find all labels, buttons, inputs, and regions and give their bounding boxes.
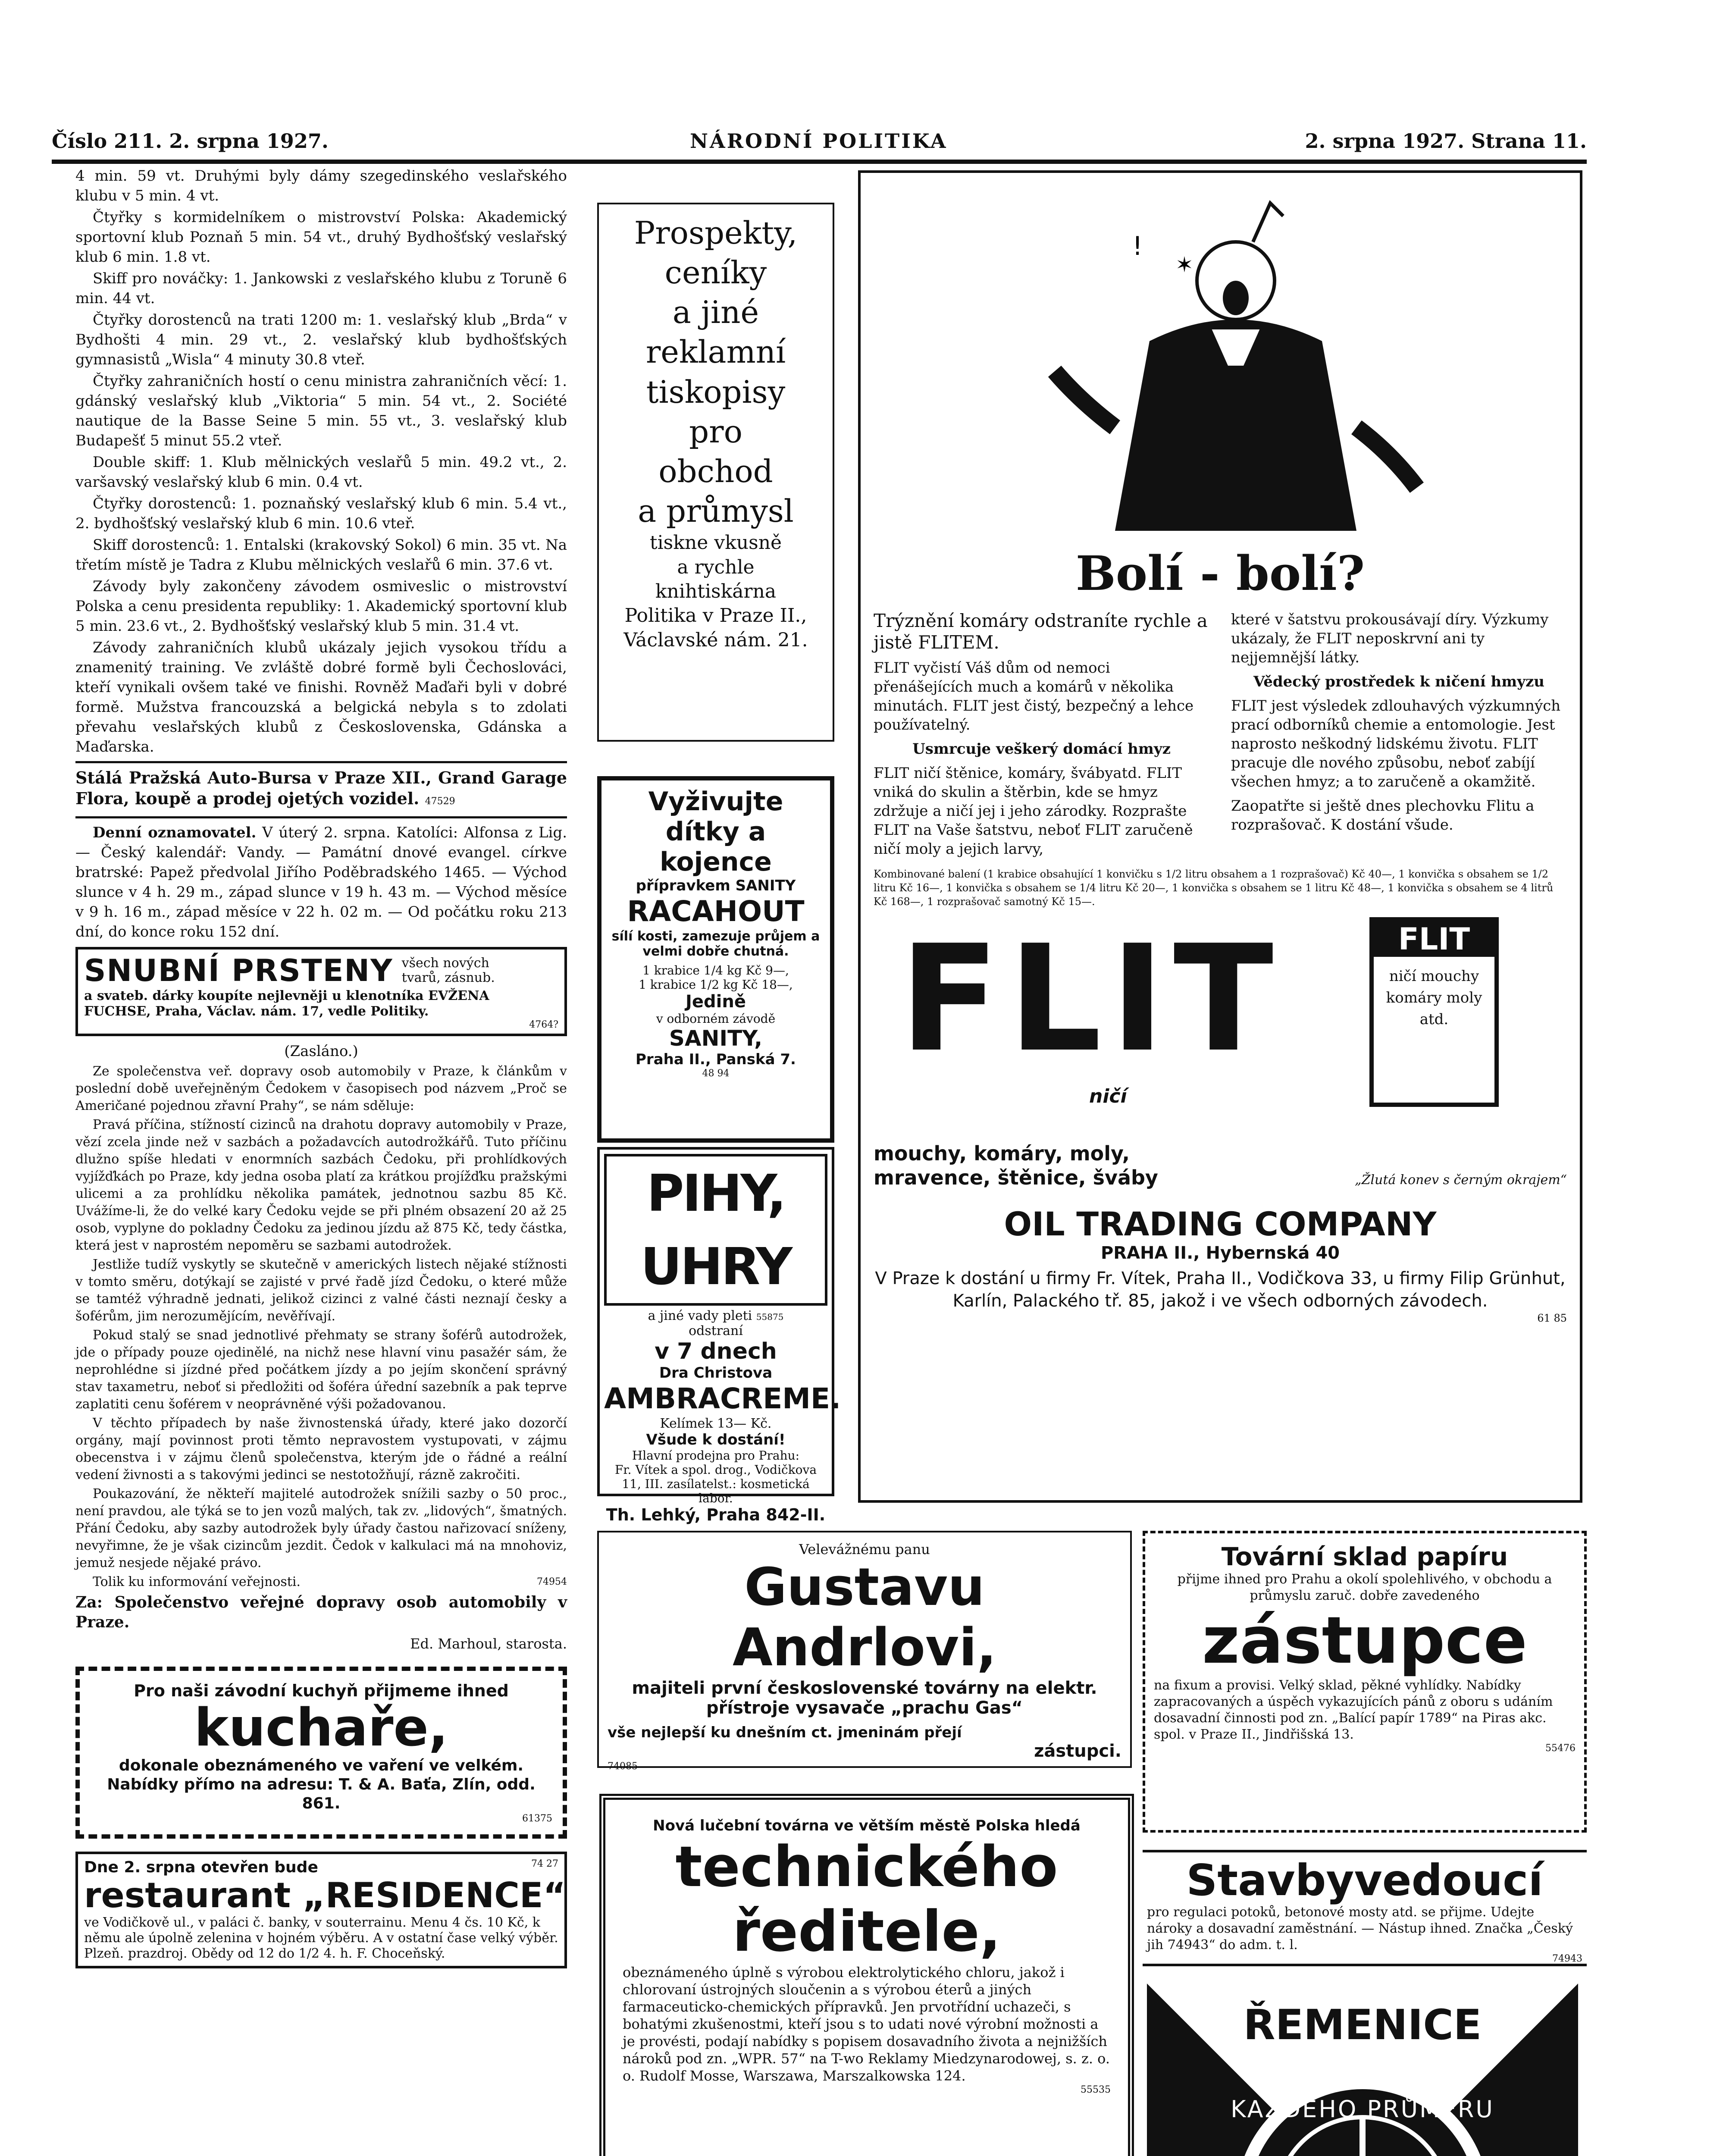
flit-subhead: Vědecký prostředek k ničení hmyzu — [1253, 673, 1545, 690]
andrle-ad — [597, 1531, 1132, 1772]
wedding-rings-title: SNUBNÍ PRSTENY — [84, 953, 393, 988]
paper-sub: přijme ihned pro Prahu a okolí spolehlivého, v obchodu a průmyslu zaruč. dobře zavedeného — [1177, 1572, 1552, 1603]
freckles-days: v 7 dnech — [655, 1338, 777, 1364]
printing-ad-line: tiskne vkusně — [649, 532, 782, 554]
paper-warehouse-ad — [1143, 1531, 1587, 1833]
letter-paragraph: V těchto případech by naše živnostenská úřady, které jako dozorčí orgány, mají povinnost proti těmto nepravostem vystupovati, v zájmu obecenstva i v zájmu členů společenstva, kterým jde o řádné a reální vedení živnosti a s takovými jedinci se nestotožňují, rázně zakročiti. — [75, 1416, 567, 1482]
andrle-sub: majiteli první československé továrny na elektr. přístroje vysavače „prachu Gas“ — [632, 1678, 1097, 1718]
freckles-price: Kelímek 13— Kč. — [660, 1416, 772, 1431]
printing-ad-line: a rychle — [677, 556, 755, 578]
wedding-rings-body: a svateb. dárky koupíte nejlevněji u klenotníka EVŽENA FUCHSE, Praha, Václav. nám. 17, vedle Politiky. — [84, 988, 489, 1019]
article-paragraph: Závody byly zakončeny závodem osmiveslic o mistrovství Polska a cenu presidenta republiky: 1. Akademický sportovní klub 5 min. 23.6 vt., 2. Bydhošťský veslařský klub 5 min. 31.4 vt. — [75, 578, 567, 635]
flit-can — [1369, 917, 1499, 1107]
ad-number: 4764? — [529, 1019, 558, 1030]
flit-headline: Bolí - bolí? — [1075, 545, 1365, 601]
flit-ad — [858, 170, 1582, 1503]
freckles-brand: AMBRACREME. — [604, 1382, 841, 1415]
freckles-headline: PIHY, UHRY — [604, 1154, 827, 1306]
site-manager-body: pro regulaci potoků, betonové mosty atd. se přijme. Udejte nároky a dosavadní zaměstnání. — Nástup ihned. Značka „Český jih 74943“ do adm. t. l. — [1147, 1905, 1573, 1952]
flit-logo: FLIT — [899, 914, 1282, 1084]
man-arm — [1356, 427, 1417, 488]
article-paragraph: Skiff pro nováčky: 1. Jankowski z veslařského klubu z Toruně 6 min. 44 vt. — [75, 270, 567, 307]
flit-text: FLIT ničí štěnice, komáry, švábyatd. FLIT vniká do skulin a štěrbin, kde se hmyz zdržuje a ničí jej i jeho zárodky. Rozprašte FLIT na Vaše šatstvu, neboť FLIT zaručeně ničí moly a jejich larvy, — [874, 765, 1193, 858]
divider — [75, 816, 567, 818]
restaurant-ad — [75, 1852, 567, 1968]
racahout-only: Jedině — [686, 992, 746, 1012]
printing-ad-line: ceníky — [664, 254, 767, 291]
man-hair — [1253, 203, 1283, 242]
printing-ad-line: tiskopisy — [646, 373, 786, 410]
printing-ad-line: Václavské nám. 21. — [623, 629, 808, 651]
printing-ad-line: knihtiskárna — [655, 580, 777, 602]
letter-paragraph: Jestliže tudíž vyskytly se skutečně v amerických listech nějaké stížnosti v tomto směru, dotýkají se zajisté v prvé řadě jízd Čedoku, o které může se tamtéž výhradně jednati, jelikož cizinci z valné části neznají česky a šoférům, jim nerozumějícím, nevěřívají. — [75, 1257, 567, 1324]
flit-text: FLIT jest výsledek zdlouhavých výzkumných prací odborníků chemie a entomologie. Jest naprosto neškodný lidskému životu. FLIT pracuje dle nového způsobu, neboť zabíjí všechen hmyz; a to zaručeně a okamžitě. — [1231, 697, 1561, 790]
flit-text: Zaopatřte si ještě dnes plechovku Flitu a rozprašovač. K dostání všude. — [1231, 797, 1535, 834]
freckles-line — [604, 1308, 827, 1323]
site-manager-headline: Stavbyvedoucí — [1186, 1855, 1543, 1905]
article-paragraph: Čtyřky dorostenců na trati 1200 m: 1. veslařský klub „Brda“ v Bydhošti 4 min. 29 vt., 2. veslařský klub bydhošťských gymnasistů „Wisla“ 4 minuty 30.8 vteř. — [75, 311, 567, 368]
racahout-addr: Praha II., Panská 7. — [636, 1051, 796, 1068]
flit-text-columns — [874, 610, 1567, 859]
daily-announcer-text: V úterý 2. srpna. Katolíci: Alfonsa z Lig. — Český kalendář: Vandy. — Památní dnové evangel. církve bratrské: Papež předvolal Jiřího Poděbradského 1465. — Východ slunce v 4 h. 29 m., západ slunce v 19 h. 43 m. — Východ měsíce v 9 h. 16 m., západ měsíce v 22 h. 02 m. — Od počátku roku 213 dní, do konce roku 152 dní. — [75, 824, 567, 940]
ad-number: 47529 — [425, 796, 455, 807]
ad-number: 61375 — [522, 1813, 552, 1824]
andrle-top: Velevážnému panu — [799, 1541, 930, 1557]
letter-paragraph: Ze společenstva veř. dopravy osob automobily v Praze, k článkům v poslední době uveřejněným Čedokem v časopisech pod názvem „Proč se Američané pojednou zřavní Prahy“, se nám sděluje: — [75, 1064, 567, 1113]
pain-mark: ! — [1132, 231, 1143, 261]
article-paragraph: Skiff dorostenců: 1. Entalski (krakovský Sokol) 6 min. 35 vt. Na třetím místě je Tadra z Klubu mělnických veslařů 6 min. 37.6 vt. — [75, 536, 567, 573]
letter-paragraph: Pokud stalý se snad jednotlivé přehmaty se strany šoférů autodrožek, jde o případy pouze ojedinělé, na nichž nese hlavní vinu pasažér sám, že neprohlédne si jízdné před počátkem jízdy a po jejím skončení správný stav taxametru, neboť si předložiti od šoféra úřední sazebník a pak teprve zaplatiti cenu šoférem v neoprávněné výši požadovanou. — [75, 1328, 567, 1412]
director-ad — [599, 1794, 1134, 2156]
flit-subhead: Usmrcuje veškerý domácí hmyz — [912, 740, 1171, 758]
flit-col-b — [1231, 610, 1567, 859]
flit-can-label: FLIT — [1374, 921, 1494, 957]
racahout-sanity: SANITY, — [669, 1026, 763, 1051]
flit-text: FLIT vyčistí Váš dům od nemoci přenášejících much a komárů v několika minutách. FLIT jest čistý, bezpečný a lehce používatelný. — [874, 659, 1194, 733]
printing-ad-lines — [608, 213, 824, 652]
article-paragraph: Čtyřky zahraničních hostí o cenu ministra zahraničních věcí: 1. gdánský veslařský klub „Viktoria“ 5 min. 54 vt., 2. Société nautique de la Basse Seine 5 min. 55 vt., 3. veslařský klub Budapešť 5 minut 55.2 vteř. — [75, 373, 567, 449]
letter-paragraph: Pravá příčina, stížností cizinců na drahotu dopravy automobily v Praze, vězí zcela jinde než v sazbách a požadavcích autodrožkářů. Tuto příčinu dlužno spíše hledati v enormních sazbách Čedoku, při prohlídkových vyjížďkách po Praze, kdy jedna osoba platí za krátkou projížďku pražskými ulicemi a za prohlídku několika památek, jednotnou sazbu 85 Kč. Uvážíme-li, že do velké kary Čedoku vejde se při plném obsazení 20 až 25 osob, vyplyne do pokladny Čedoku za jedinou jízdu až 875 Kč, tedy částka, která jest v naprostém nepoměru se sazbami autodrožek. — [75, 1117, 567, 1253]
masthead-rule — [52, 160, 1587, 164]
auto-bursa-ad — [75, 768, 567, 812]
director-headline: technického — [675, 1834, 1058, 1899]
article-paragraph: Čtyřky dorostenců: 1. poznaňský veslařský klub 6 min. 5.4 vt., 2. bydhošťský veslařský klub 6 min. 10.6 vteř. — [75, 495, 567, 532]
flit-intro: Trýznění komáry odstraníte rychle a jistě FLITEM. — [874, 610, 1208, 653]
flit-kills: ničí — [1089, 1085, 1127, 1107]
printing-ad-line: reklamní — [645, 334, 786, 370]
racahout-price: 1 krabice 1/4 kg Kč 9—, — [642, 963, 789, 978]
andrle-sign: zástupci. — [1034, 1741, 1121, 1761]
printing-ad-line: obchod — [658, 453, 773, 489]
pain-mark: ✶ — [1175, 252, 1193, 277]
printing-ad-line: a jiné — [672, 294, 759, 331]
ad-number: 55535 — [1081, 2084, 1111, 2095]
printing-ad-line: pro — [689, 413, 742, 450]
restaurant-ad-top: Dne 2. srpna otevřen bude — [84, 1858, 318, 1876]
printing-ad-line: a průmysl — [638, 493, 794, 530]
ad-number: 74 27 — [531, 1858, 558, 1869]
auto-bursa-text: Stálá Pražská Auto-Bursa v Praze XII., Grand Garage Flora, koupě a prodej ojetých vozidel. — [75, 768, 567, 808]
freckles-line-text: a jiné vady pleti — [648, 1308, 752, 1323]
cook-ad — [75, 1667, 567, 1839]
ad-number: 55476 — [1545, 1743, 1576, 1754]
freckles-hq: Hlavní prodejna pro Prahu: — [632, 1448, 800, 1463]
flit-can-text: ničí mouchy komáry moly atd. — [1386, 968, 1482, 1028]
racahout-brand: RACAHOUT — [627, 895, 805, 928]
flit-text: které v šatstvu prokousávají díry. Výzkumy ukázaly, že FLIT neposkrvní ani ty nejjemnější látky. — [1231, 611, 1549, 666]
man-mouth — [1223, 281, 1249, 315]
ad-number: 55875 — [756, 1312, 784, 1322]
director-headline: ředitele, — [732, 1899, 1001, 1964]
article-paragraph: Double skiff: 1. Klub mělnických veslařů 5 min. 49.2 vt., 2. varšavský veslařský klub 6 min. 0.4 vt. — [75, 454, 567, 491]
daily-announcer — [75, 823, 567, 942]
letter-signature: Ed. Marhoul, starosta. — [410, 1636, 567, 1652]
andrle-body: vše nejlepší ku dnešním ct. jmeninám přejí — [608, 1724, 962, 1741]
ad-number: 61 85 — [1537, 1312, 1567, 1324]
printing-ad-line: Prospekty, — [634, 215, 798, 251]
divider — [75, 761, 567, 763]
flit-logo-area — [874, 914, 1567, 1141]
racahout-ad — [597, 776, 834, 1143]
freckles-vitek: Fr. Vítek a spol. drog., Vodičkova 11, III. zasílatelst.: kosmetická labor. — [614, 1463, 817, 1505]
ad-number: 74085 — [608, 1761, 638, 1772]
flit-prices: Kombinované balení (1 krabice obsahující 1 konvičku s 1/2 litru obsahem a 1 rozprašovač) Kč 40—, 1 konvička s obsahem se 1/2 litru Kč 16—, 1 konvička s obsahem se 1/4 litru Kč 20—, 1 konvička s obsahem se 1 litru Kč 48—, 1 konvička s obsahem se 4 litrů Kč 168—, 1 rozprašovač samotný Kč 15—. — [874, 868, 1554, 908]
wedding-rings-side: všech nových tvarů, zásnub. — [401, 956, 495, 985]
newspaper-title: NÁRODNÍ POLITIKA — [690, 129, 948, 153]
paper-headline: zástupce — [1202, 1603, 1528, 1678]
restaurant-ad-headline: restaurant „RESIDENCE“ — [84, 1875, 566, 1915]
sent-in-label: (Zasláno.) — [284, 1043, 358, 1060]
restaurant-ad-body: ve Vodičkově ul., v paláci č. banky, v souterrainu. Menu 4 čs. 10 Kč, k němu ale úpolně zelenina v hojném výběru. A v ostatní čase velký výběr. Plzeň. prazdroj. Obědy od 12 do 1/2 4. h. F. Choceňský. — [84, 1915, 558, 1961]
man-arm — [1055, 371, 1115, 427]
flit-company-addr: PRAHA II., Hybernská 40 — [1100, 1243, 1340, 1263]
flit-pests: mouchy, komáry, moly, mravence, štěnice, šváby — [874, 1142, 1158, 1189]
printing-ad — [597, 203, 834, 742]
racahout-sub: přípravkem SANITY — [636, 877, 796, 894]
pulley-ad — [1147, 1984, 1578, 2156]
site-manager-ad — [1143, 1850, 1587, 1966]
ad-number: 74943 — [1552, 1953, 1582, 1964]
page-date: 2. srpna 1927. Strana 11. — [1305, 129, 1587, 153]
article-paragraph: Závody zahraničních klubů ukázaly jejich vysokou třídu a znamenitý training. Ve zvláště dobré formě byli Čechoslováci, kteří vynikali ovšem také ve finishi. Rovněž Maďaři byli v dobré formě. Mužstva francouzská a belgická nebyla s to zdolati převahu veslařských klubů z Československa, Gdánska a Maďarska. — [75, 639, 567, 755]
article-paragraph: Čtyřky s kormidelníkem o mistrovství Polska: Akademický sportovní klub Poznaň 5 min. 54 vt., druhý Bydhošťský veslařský klub 6 min. 1.8 vt. — [75, 209, 567, 266]
flit-caption: „Žlutá konev s černým okrajem“ — [1355, 1172, 1567, 1188]
ad-number: 74954 — [537, 1576, 567, 1587]
wedding-rings-ad — [75, 947, 567, 1036]
flit-illustration — [874, 186, 1563, 539]
letter-closing — [75, 1573, 567, 1591]
issue-number: Číslo 211. 2. srpna 1927. — [52, 129, 329, 153]
cook-ad-top: Pro naši závodní kuchyň přijmeme ihned — [134, 1681, 509, 1700]
masthead — [52, 129, 1587, 160]
letter-signatory: Za: Společenstvo veřejné dopravy osob automobily v Praze. — [75, 1593, 567, 1631]
letter-paragraph: Poukazování, že někteří majitelé autodrožek snížili sazby o 50 proc., není pravdou, ale týká se to jen vozů malých, tak zv. „lidových“, šmatných. Přání Čedoku, aby sazby autodrožek byly úřady častou nařizovací sníženy, nevyřimne, že je však cizincům jezdit. Čedok v kalkulaci má na mnohoviz, jemuž nesjede nějaké právo. — [75, 1486, 567, 1570]
racahout-price: 1 krabice 1/2 kg Kč 18—, — [639, 978, 793, 992]
cook-ad-body: dokonale obeznámeného ve vaření ve velkém. Nabídky přímo na adresu: T. & A. Baťa, Zlín, odd. 861. — [107, 1757, 536, 1812]
racahout-title: Vyživujte dítky a kojence — [648, 787, 783, 877]
freckles-lehky: Th. Lehký, Praha 842-II. — [606, 1505, 826, 1524]
column-left — [75, 166, 567, 1968]
pulley-sub: KAŽDÉHO PRŮMĚRU — [1231, 2096, 1494, 2123]
director-top: Nová lučební továrna ve větším městě Polska hledá — [653, 1817, 1081, 1834]
freckles-ad — [597, 1147, 841, 1524]
freckles-remove: odstraní — [689, 1323, 743, 1338]
article-paragraph: 4 min. 59 vt. Druhými byly dámy szegedinského veslařského klubu v 5 min. 4 vt. — [75, 167, 567, 204]
cook-ad-headline: kuchaře, — [194, 1698, 448, 1758]
printing-ad-line: Politika v Praze II., — [624, 605, 807, 627]
pulley-title: ŘEMENICE — [1243, 2001, 1482, 2049]
daily-announcer-title: Denní oznamovatel. — [93, 824, 257, 841]
flit-dealers: V Praze k dostání u firmy Fr. Vítek, Praha II., Vodičkova 33, u firmy Filip Grünhut, Karlín, Palackého tř. 85, jakož i ve všech odborných závodech. — [875, 1269, 1566, 1311]
andrle-headline: Gustavu Andrlovi, — [733, 1557, 996, 1678]
director-body: obeznámeného úplně s výrobou elektrolytického chloru, jakož i chlorovaní ústrojných sloučenin a s výrobou éterů a jiných farmaceuticko-chemických přípravků. Jen prvotřídní uchazeči, s bohatými zkušenostmi, kteří jsou s to udati nové výrobní možnosti a je provésti, podají nabídky s popisem dosavadního života a nejnižších nároků pod zn. „WPR. 57“ na T-wo Reklamy Miedzynarodowej, s. z. o. o. Rudolf Mosse, Warszawa, Marszalkowska 124. — [623, 1964, 1110, 2084]
racahout-dist: v odborném závodě — [656, 1012, 776, 1026]
racahout-claim: sílí kosti, zamezuje průjem a velmi dobře chutná. — [611, 929, 820, 959]
paper-title: Tovární sklad papíru — [1221, 1542, 1508, 1571]
paper-body: na fixum a provisi. Velký sklad, pěkné vyhlídky. Nabídky zapracovaných a úspěch vykazujících pánů z oboru s udáním dosavadní činnosti pod zn. „Balící papír 1789“ na Piras akc. spol. v Praze II., Jindřišská 13. — [1154, 1678, 1553, 1742]
flit-company: OIL TRADING COMPANY — [1004, 1205, 1437, 1243]
freckles-avail: Všude k dostání! — [646, 1431, 786, 1448]
ad-number: 48 94 — [702, 1068, 730, 1079]
letter-closing-text: Tolik ku informování veřejnosti. — [93, 1574, 301, 1589]
flit-col-a — [874, 610, 1209, 859]
freckles-dr: Dra Christova — [659, 1364, 773, 1382]
